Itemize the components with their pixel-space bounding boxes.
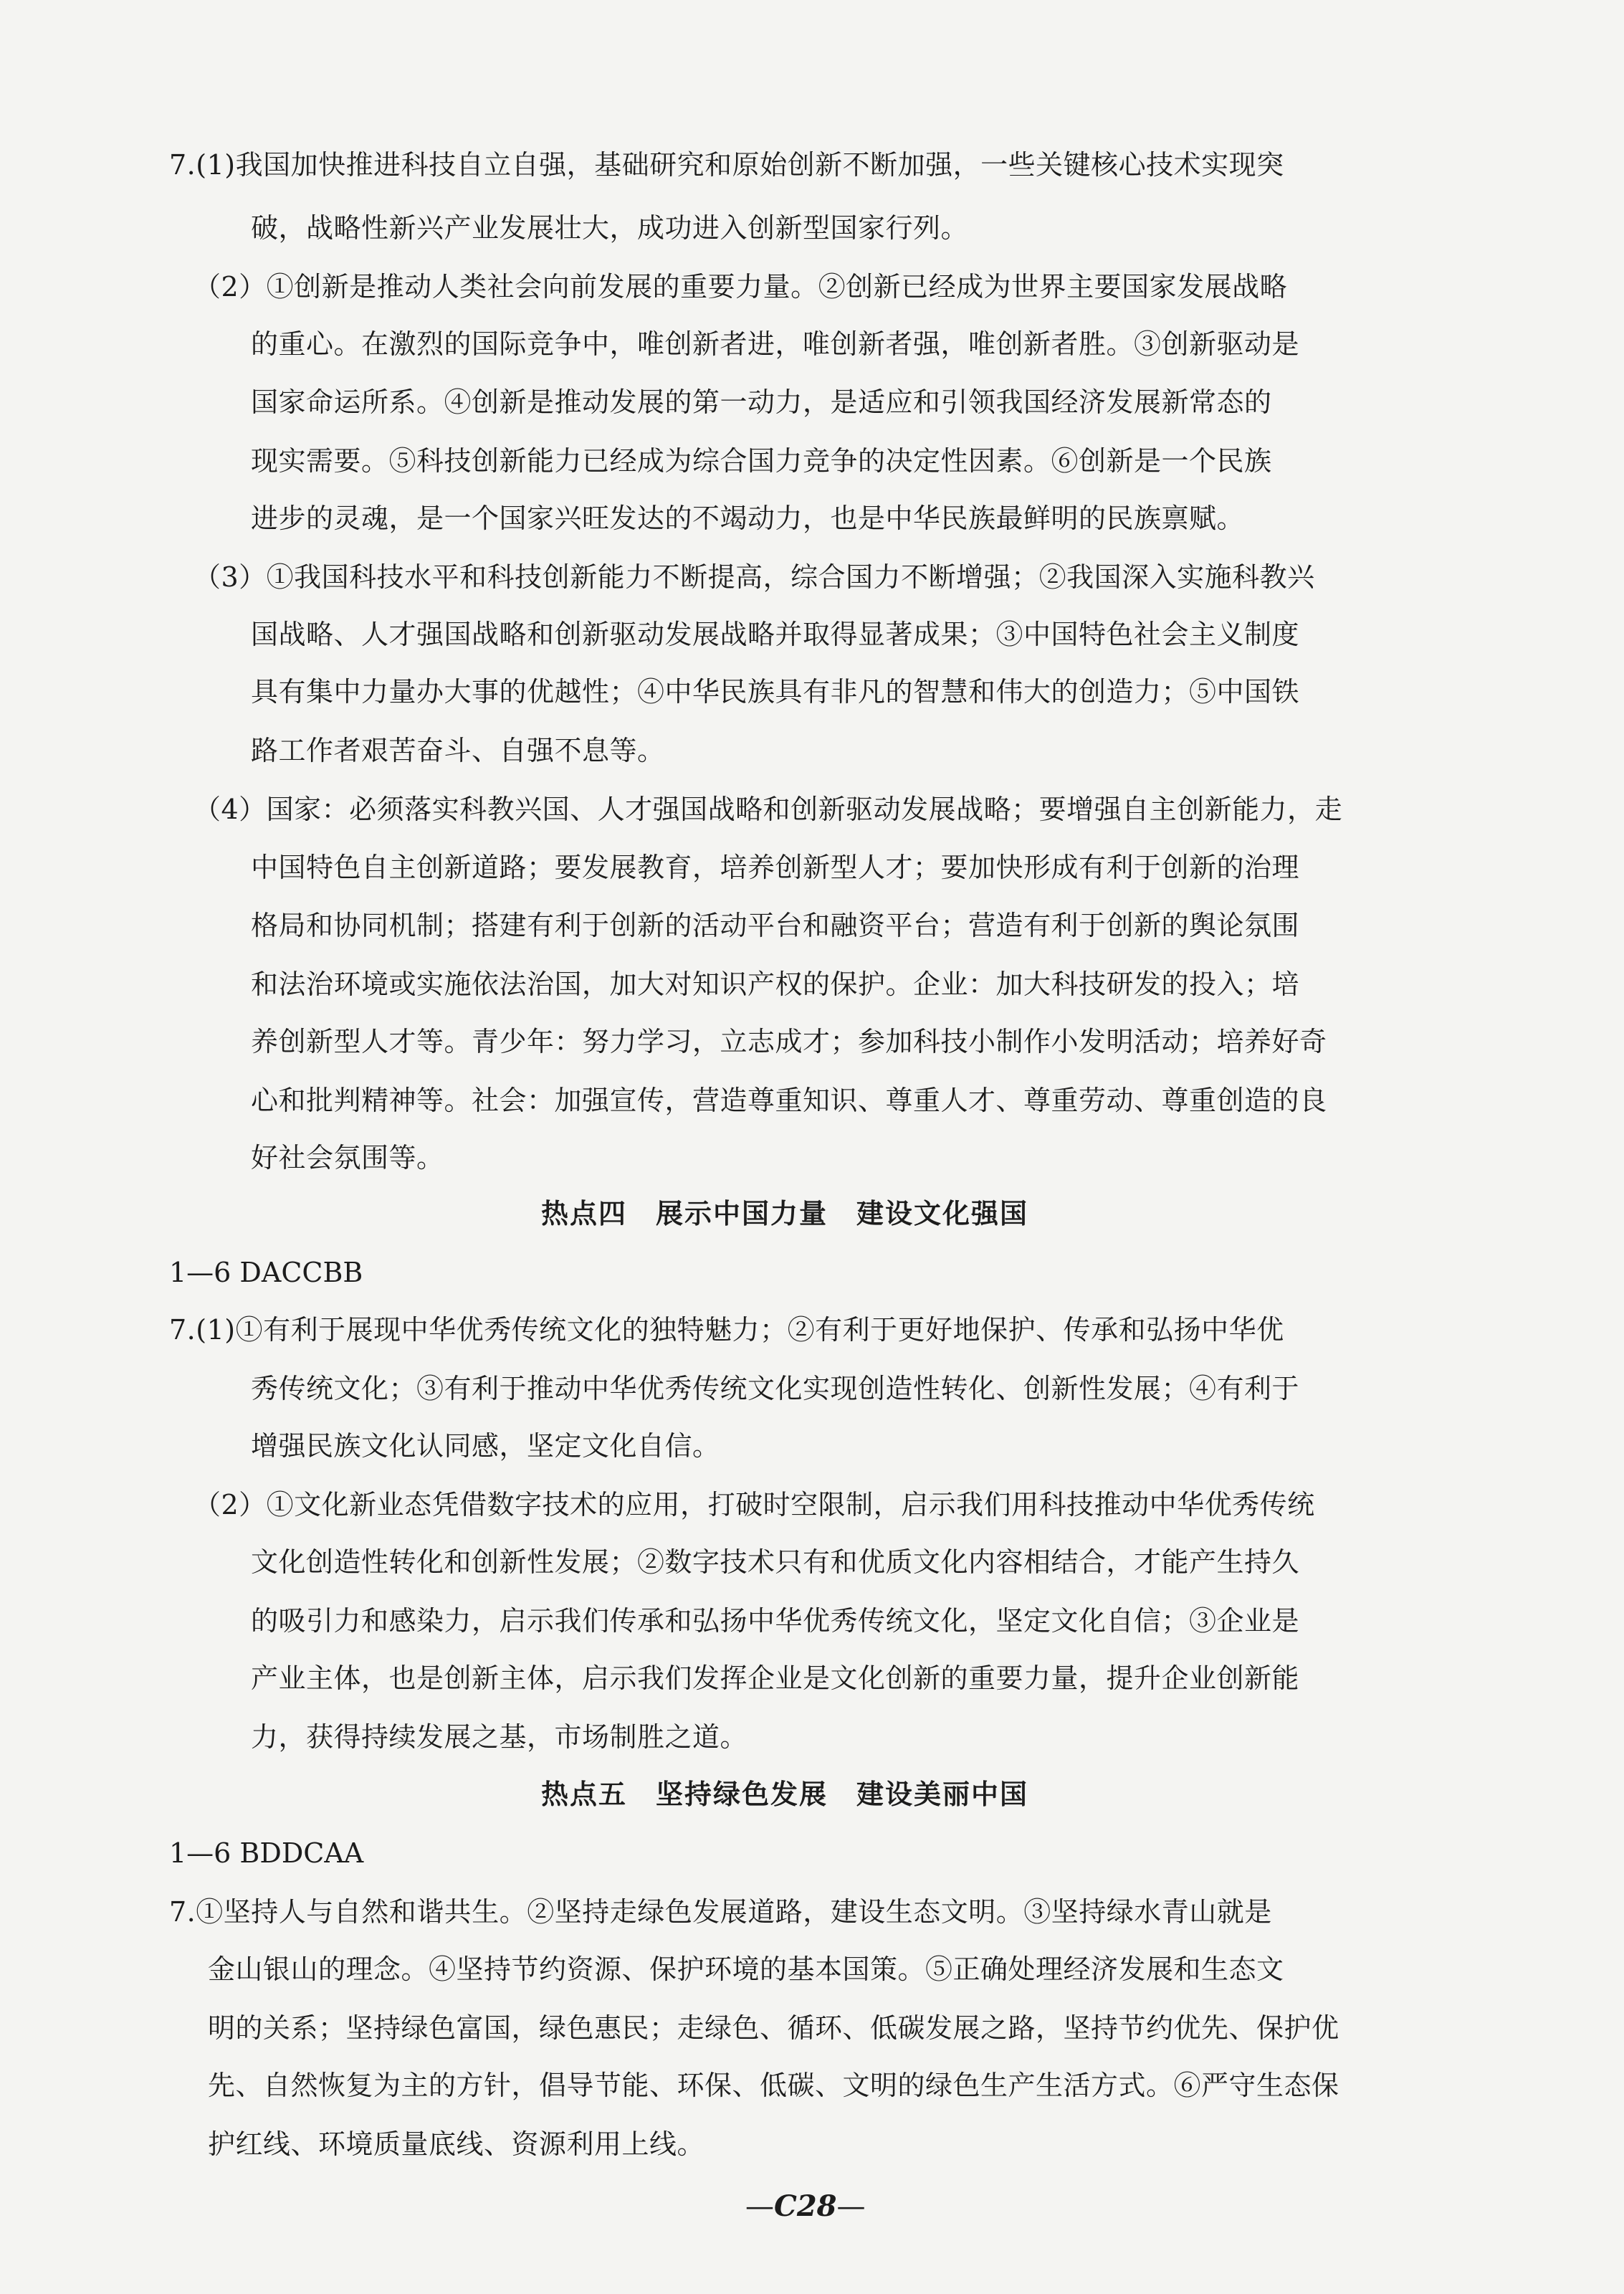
s3-q7-p4-line-1: （4）国家：必须落实科教兴国、人才强国战略和创新驱动发展战略；要增强自主创新能力，走 [194,794,1343,825]
page-number-letter: C [774,2189,797,2223]
s5-q7-line-4: 先、自然恢复为主的方针，倡导节能、环保、低碳、文明的绿色生产生活方式。⑥严守生态保 [208,2070,1339,2101]
s3-q7-p2-line-4: 现实需要。⑤科技创新能力已经成为综合国力竞争的决定性因素。⑥创新是一个民族 [251,445,1272,477]
s4-q7-p2-line-3: 的吸引力和感染力，启示我们传承和弘扬中华优秀传统文化，坚定文化自信；③企业是 [251,1605,1300,1637]
s4-q7-p1-line-3: 增强民族文化认同感，坚定文化自信。 [251,1430,720,1462]
section-4-heading: 热点四 展示中国力量 建设文化强国 [541,1198,1029,1229]
s4-q7-p1-line-1: 7.(1)①有利于展现中华优秀传统文化的独特魅力；②有利于更好地保护、传承和弘扬中华优 [169,1314,1284,1346]
s3-q7-p2-line-1: （2）①创新是推动人类社会向前发展的重要力量。②创新已经成为世界主要国家发展战略 [194,271,1288,303]
s4-q7-p1-line-2: 秀传统文化；③有利于推动中华优秀传统文化实现创造性转化、创新性发展；④有利于 [251,1373,1300,1404]
s4-q7-p2-line-2: 文化创造性转化和创新性发展；②数字技术只有和优质文化内容相结合，才能产生持久 [251,1546,1300,1578]
page-number-prefix: — [745,2190,774,2223]
section-5-heading: 热点五 坚持绿色发展 建设美丽中国 [541,1779,1029,1810]
s3-q7-p3-line-2: 国战略、人才强国战略和创新驱动发展战略并取得显著成果；③中国特色社会主义制度 [251,619,1300,650]
s5-q7-line-2: 金山银山的理念。④坚持节约资源、保护环境的基本国策。⑤正确处理经济发展和生态文 [208,1953,1284,1985]
s3-q7-p1-line-1: 7.(1)我国加快推进科技自立自强，基础研究和原始创新不断加强，一些关键核心技术实现突 [169,149,1284,181]
s3-q7-p4-line-4: 和法治环境或实施依法治国，加大对知识产权的保护。企业：加大科技研发的投入；培 [251,968,1300,1000]
s4-q7-p2-line-1: （2）①文化新业态凭借数字技术的应用，打破时空限制，启示我们用科技推动中华优秀传统 [194,1489,1315,1520]
page-number-suffix: — [836,2190,866,2223]
s3-q7-p4-line-7: 好社会氛围等。 [251,1142,444,1174]
s5-q7-line-3: 明的关系；坚持绿色富国，绿色惠民；走绿色、循环、低碳发展之路，坚持节约优先、保护优 [208,2012,1339,2044]
s3-q7-p4-line-3: 格局和协同机制；搭建有利于创新的活动平台和融资平台；营造有利于创新的舆论氛围 [251,910,1300,941]
s3-q7-p4-line-2: 中国特色自主创新道路；要发展教育，培养创新型人才；要加快形成有利于创新的治理 [251,852,1300,883]
section-4-answers: 1—6 DACCBB [169,1257,363,1288]
s3-q7-p2-line-3: 国家命运所系。④创新是推动发展的第一动力，是适应和引领我国经济发展新常态的 [251,386,1272,418]
s3-q7-p4-line-6: 心和批判精神等。社会：加强宣传，营造尊重知识、尊重人才、尊重劳动、尊重创造的良 [251,1085,1327,1116]
s3-q7-p1-line-2: 破，战略性新兴产业发展壮大，成功进入创新型国家行列。 [251,212,969,244]
s5-q7-line-5: 护红线、环境质量底线、资源利用上线。 [208,2128,705,2160]
s5-q7-line-1: 7.①坚持人与自然和谐共生。②坚持走绿色发展道路，建设生态文明。③坚持绿水青山就是 [169,1896,1272,1928]
s4-q7-p2-line-4: 产业主体，也是创新主体，启示我们发挥企业是文化创新的重要力量，提升企业创新能 [251,1662,1300,1694]
section-5-answers: 1—6 BDDCAA [169,1837,364,1869]
s3-q7-p3-line-3: 具有集中力量办大事的优越性；④中华民族具有非凡的智慧和伟大的创造力；⑤中国铁 [251,676,1300,708]
s3-q7-p3-line-1: （3）①我国科技水平和科技创新能力不断提高，综合国力不断增强；②我国深入实施科教兴 [194,561,1315,593]
page-number-value: 28 [796,2189,837,2223]
page-number [745,2185,866,2228]
s3-q7-p2-line-5: 进步的灵魂，是一个国家兴旺发达的不竭动力，也是中华民族最鲜明的民族禀赋。 [251,503,1245,534]
s3-q7-p4-line-5: 养创新型人才等。青少年：努力学习，立志成才；参加科技小制作小发明活动；培养好奇 [251,1026,1327,1057]
s4-q7-p2-line-5: 力，获得持续发展之基，市场制胜之道。 [251,1721,748,1753]
s3-q7-p2-line-2: 的重心。在激烈的国际竞争中，唯创新者进，唯创新者强，唯创新者胜。③创新驱动是 [251,328,1300,360]
s3-q7-p3-line-4: 路工作者艰苦奋斗、自强不息等。 [251,735,665,766]
